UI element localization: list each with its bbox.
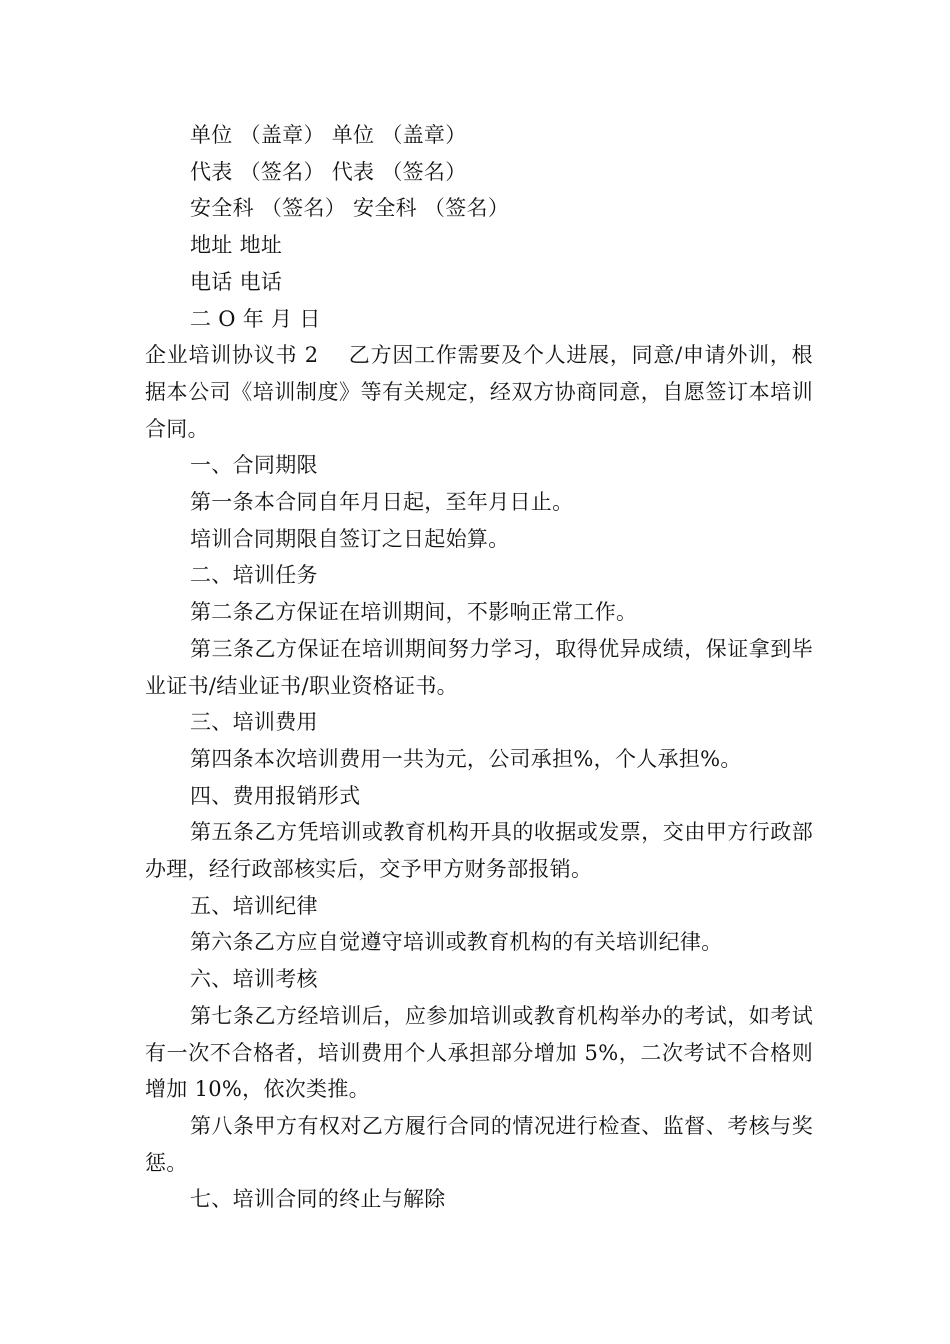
signature-line-date: 二 O 年 月 日 <box>190 306 321 331</box>
clause-6: 第六条乙方应自觉遵守培训或教育机构的有关培训纪律。 <box>190 930 723 955</box>
clause-7: 第七条乙方经培训后，应参加培训或教育机构举办的考试，如考试有一次不合格者，培训费用个人承担部分增加 5%，二次考试不合格则增加 10%，依次类推。 <box>145 1003 813 1102</box>
clause-8: 第八条甲方有权对乙方履行合同的情况进行检查、监督、考核与奖惩。 <box>145 1113 813 1175</box>
section-heading-5: 五、培训纪律 <box>190 893 318 918</box>
signature-line-representative: 代表 （签名） 代表 （签名） <box>190 159 467 184</box>
signature-line-unit: 单位 （盖章） 单位 （盖章） <box>190 123 467 147</box>
section-heading-4: 四、费用报销形式 <box>190 783 361 808</box>
section-heading-7: 七、培训合同的终止与解除 <box>190 1187 446 1212</box>
clause-1: 第一条本合同自年月日起，至年月日止。 <box>190 490 574 515</box>
section-heading-3: 三、培训费用 <box>190 710 318 735</box>
clause-2: 第二条乙方保证在培训期间，不影响正常工作。 <box>190 600 638 625</box>
signature-block <box>145 117 813 337</box>
clause-3: 第三条乙方保证在培训期间努力学习，取得优异成绩，保证拿到毕业证书/结业证书/职业资格证书。 <box>145 636 813 698</box>
section-heading-1: 一、合同期限 <box>190 453 318 478</box>
clause-1-note: 培训合同期限自签订之日起始算。 <box>190 526 510 551</box>
document-body <box>145 117 813 1218</box>
agreement-intro: 乙方因工作需要及个人进展，同意/申请外训，根据本公司《培训制度》等有关规定，经双方协商同意，自愿签订本培训合同。 <box>145 343 813 441</box>
agreement-intro-paragraph <box>145 337 813 447</box>
clause-5: 第五条乙方凭培训或教育机构开具的收据或发票，交由甲方行政部办理，经行政部核实后，交予甲方财务部报销。 <box>145 820 813 882</box>
section-heading-6: 六、培训考核 <box>190 967 318 992</box>
clause-4: 第四条本次培训费用一共为元，公司承担%，个人承担%。 <box>190 746 742 771</box>
agreement-title: 企业培训协议书 2 <box>145 343 319 368</box>
signature-line-phone: 电话 电话 <box>190 269 283 294</box>
signature-line-safety-dept: 安全科 （签名） 安全科 （签名） <box>190 196 510 221</box>
signature-line-address: 地址 地址 <box>190 233 283 258</box>
section-heading-2: 二、培训任务 <box>190 563 318 588</box>
